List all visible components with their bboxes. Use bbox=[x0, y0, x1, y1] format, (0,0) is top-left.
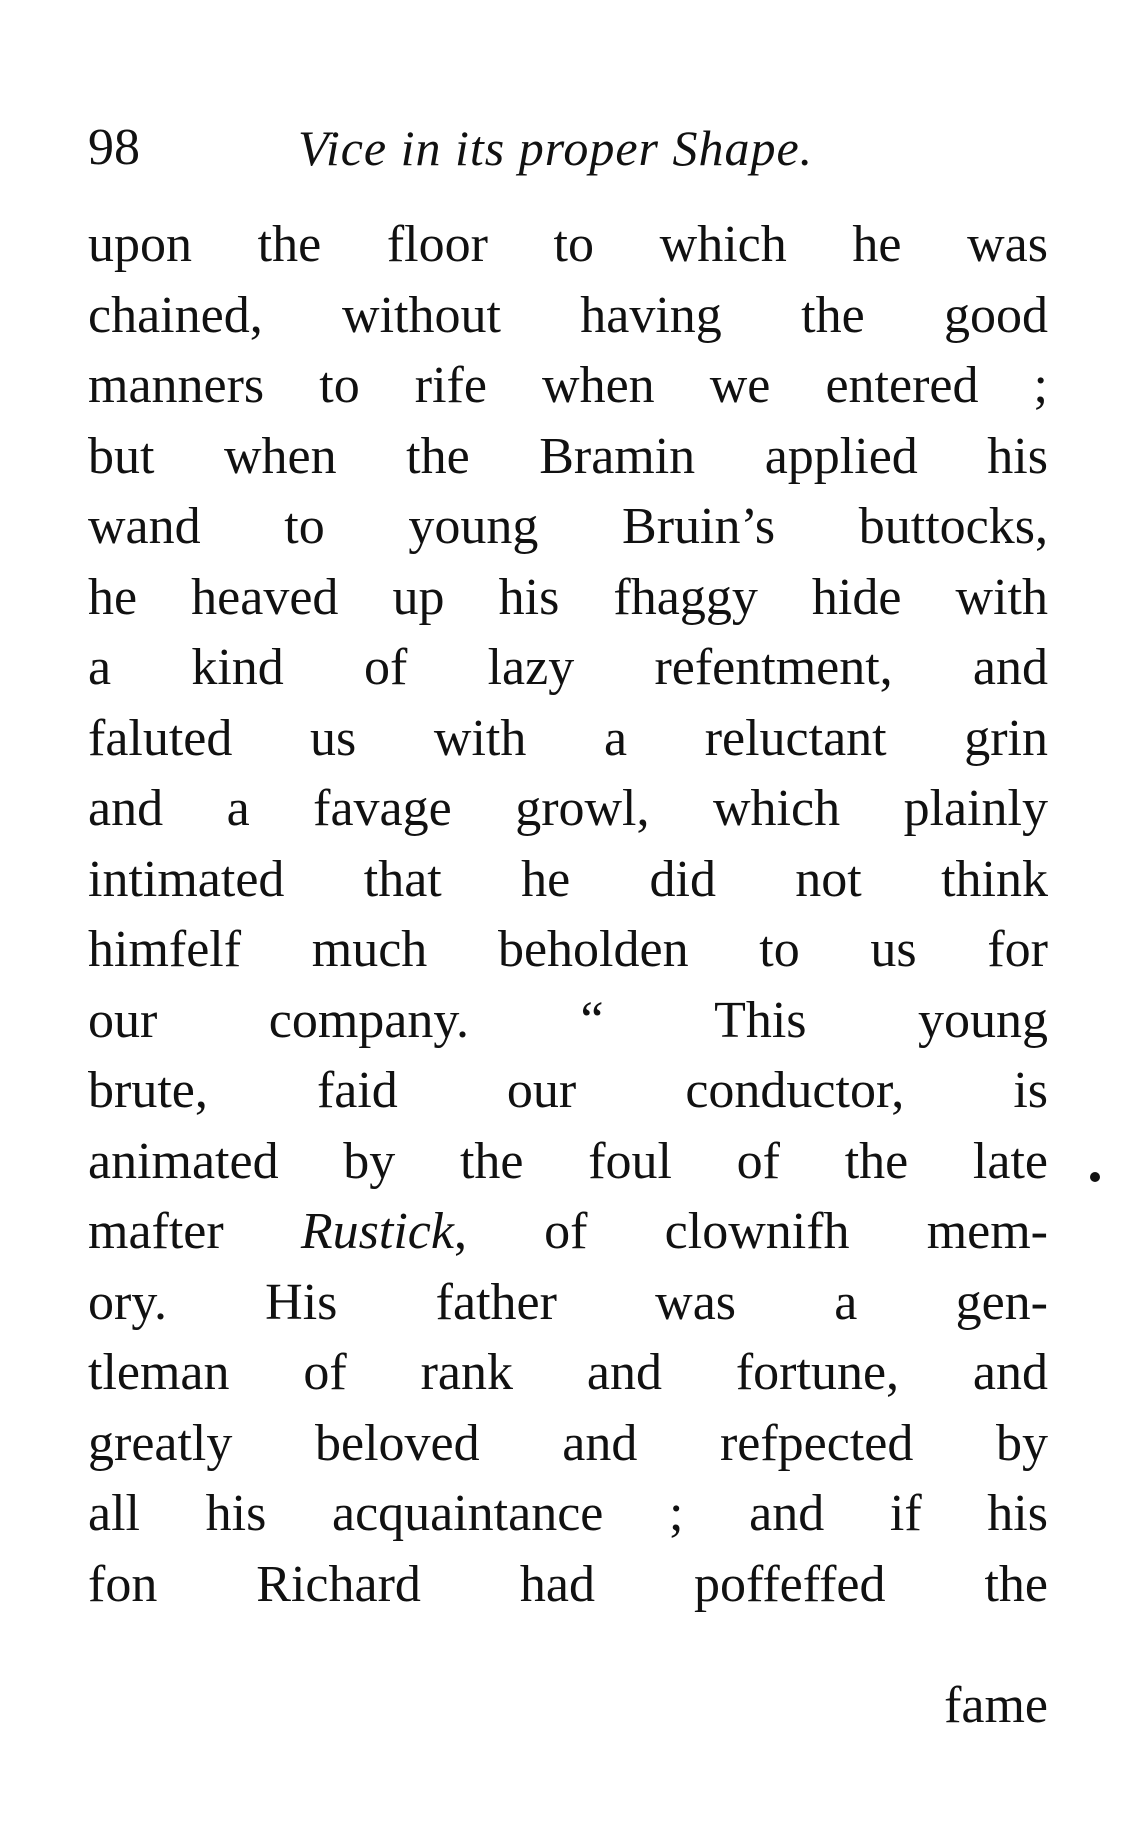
ink-speck bbox=[1090, 1172, 1100, 1182]
italic-name: Rustick bbox=[300, 1203, 454, 1260]
text-line: a kind of lazy refentment, and bbox=[88, 639, 1048, 696]
text-line: our company. “ This young bbox=[88, 991, 1048, 1049]
text-line: and a favage growl, which plainly bbox=[88, 780, 1048, 837]
text-line: intimated that he did not think bbox=[88, 850, 1048, 908]
text-line: but when the Bramin applied his bbox=[88, 427, 1048, 485]
text-line: wand to young Bruin’s buttocks, bbox=[88, 498, 1048, 555]
page-number: 98 bbox=[88, 119, 140, 176]
text-line: himfelf much beholden to us for bbox=[88, 921, 1048, 978]
text-line: upon the floor to which he was bbox=[88, 216, 1048, 273]
body-text bbox=[88, 210, 1048, 1620]
text-line: greatly beloved and refpected by bbox=[88, 1414, 1048, 1472]
text-line: he heaved up his fhaggy hide with bbox=[88, 568, 1048, 626]
text-line: ory. His father was a gen- bbox=[88, 1273, 1048, 1331]
page-header bbox=[88, 118, 988, 188]
text-line: all his acquaintance ; and if his bbox=[88, 1485, 1048, 1542]
text-line: chained, without having the good bbox=[88, 286, 1048, 344]
catchword: fame bbox=[944, 1677, 1048, 1734]
text-line: faluted us with a reluctant grin bbox=[88, 709, 1048, 767]
running-head: Vice in its proper Shape. bbox=[298, 120, 814, 176]
text-line: animated by the foul of the late bbox=[88, 1132, 1048, 1190]
text-line: manners to rife when we entered ; bbox=[88, 357, 1048, 414]
text-line: mafter Rustick, of clownifh mem- bbox=[88, 1203, 1049, 1260]
text-line: fon Richard had poffeffed the bbox=[88, 1555, 1048, 1613]
text-line: brute, faid our conductor, is bbox=[88, 1062, 1048, 1119]
text-line: tleman of rank and fortune, and bbox=[88, 1344, 1048, 1401]
